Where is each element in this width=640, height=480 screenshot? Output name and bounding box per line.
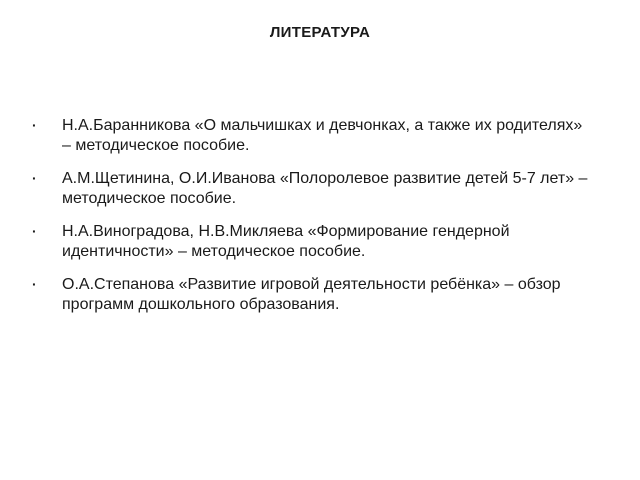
- bullet-icon: ·: [32, 276, 37, 292]
- reference-text: А.М.Щетинина, О.И.Иванова «Полоролевое развитие детей 5-7 лет» – методическое пособие.: [62, 170, 588, 207]
- list-item: [32, 222, 592, 262]
- reference-text: Н.А.Виноградова, Н.В.Микляева «Формирование гендерной идентичности» – методическое пособие.: [62, 223, 510, 260]
- reference-list: [32, 116, 592, 328]
- list-item: [32, 275, 592, 315]
- bullet-icon: ·: [32, 223, 37, 239]
- page-title: ЛИТЕРАТУРА: [269, 24, 371, 41]
- reference-text: Н.А.Баранникова «О мальчишках и девчонках, а также их родителях» – методическое пособие.: [62, 117, 583, 154]
- bullet-icon: ·: [32, 117, 37, 133]
- reference-text: О.А.Степанова «Развитие игровой деятельности ребёнка» – обзор программ дошкольного образования.: [62, 276, 561, 313]
- list-item: [32, 169, 592, 209]
- bullet-icon: ·: [32, 170, 37, 186]
- list-item: [32, 116, 592, 156]
